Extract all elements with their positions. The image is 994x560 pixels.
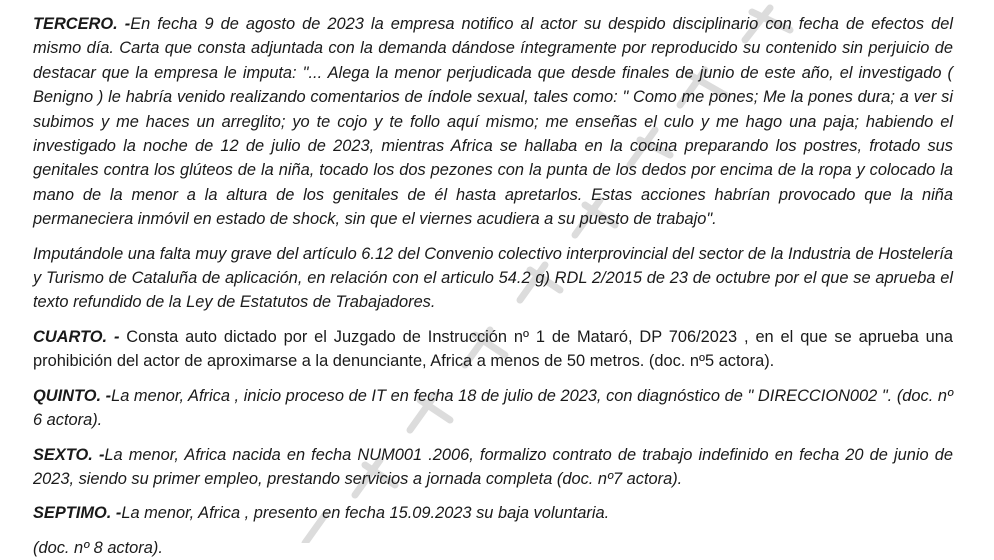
text-quinto: La menor, Africa , inicio proceso de IT en fecha 18 de julio de 2023, con diagnóstico de " DIRECCION002 ". (doc. nº 6 actora). xyxy=(33,386,954,430)
document-body xyxy=(33,12,953,560)
heading-cuarto: CUARTO. - xyxy=(33,327,120,346)
text-sexto: La menor, Africa nacida en fecha NUM001 .2006, formalizo contrato de trabajo indefinido en fecha 20 de junio de 2023, siendo su primer empleo, prestando servicios a jornada completa (doc. nº7 actora). xyxy=(33,445,954,488)
text-imputandole: Imputándole una falta muy grave del artículo 6.12 del Convenio colectivo interprovincial del sector de la Industria de Hostelería y Turismo de Cataluña de aplicación, en relación con el articulo 54.2 g) RDL 2/2015 de 23 de octubre por el que se aprueba el texto refundido de la Ley de Estatutos de Trabajadores. xyxy=(33,244,953,312)
paragraph-tercero xyxy=(33,12,953,232)
text-cuarto: Consta auto dictado por el Juzgado de Instrucción nº 1 de Mataró, DP 706/2023 , en el que se aprueba una prohibición del actor de aproximarse a la denunciante, Africa a menos de 50 metros. (doc. nº5 actora). xyxy=(33,327,953,371)
paragraph-sexto xyxy=(33,443,953,492)
text-septimo: La menor, Africa , presento en fecha 15.09.2023 su baja voluntaria. xyxy=(121,504,610,523)
paragraph-trailing xyxy=(33,536,953,560)
heading-sexto: SEXTO. - xyxy=(33,445,105,464)
paragraph-imputandole xyxy=(33,242,953,315)
heading-quinto: QUINTO. - xyxy=(33,386,112,405)
paragraph-cuarto xyxy=(33,325,953,374)
heading-tercero: TERCERO. - xyxy=(33,15,131,33)
paragraph-quinto xyxy=(33,384,953,433)
text-trailing: (doc. nº 8 actora). xyxy=(33,538,163,557)
heading-septimo: SEPTIMO. - xyxy=(33,504,122,523)
paragraph-septimo xyxy=(33,501,953,525)
text-tercero: En fecha 9 de agosto de 2023 la empresa notifico al actor su despido disciplinario con fecha de efectos del mismo día. Carta que consta adjuntada con la demanda dándose íntegramente por reproducido su contenido sin perjuicio de destacar que la empresa le imputa: "... Alega la menor perjudicada que desde finales de junio de este año, el investigado ( Benigno ) le habría venido realizando comentarios de índole sexual, tales como: " Como me pones; Me la pones dura; a ver si subimos y me haces un arreglito; yo te cojo y te follo aquí mismo; me enseñas el culo y me hago una paja; habiendo el investigado la noche de 12 de julio de 2023, mientras Africa se hallaba en la cocina preparando los postres, frotado sus genitales contra los glúteos de la niña, tocado los dos pezones con la punta de los dedos por encima de la ropa y colocado la mano de la menor a la altura de los genitales de él hasta apretarlos. Estas acciones habrían provocado que la niña permaneciera inmóvil en estado de shock, sin que el viernes acudiera a su puesto de trabajo". xyxy=(33,15,953,229)
